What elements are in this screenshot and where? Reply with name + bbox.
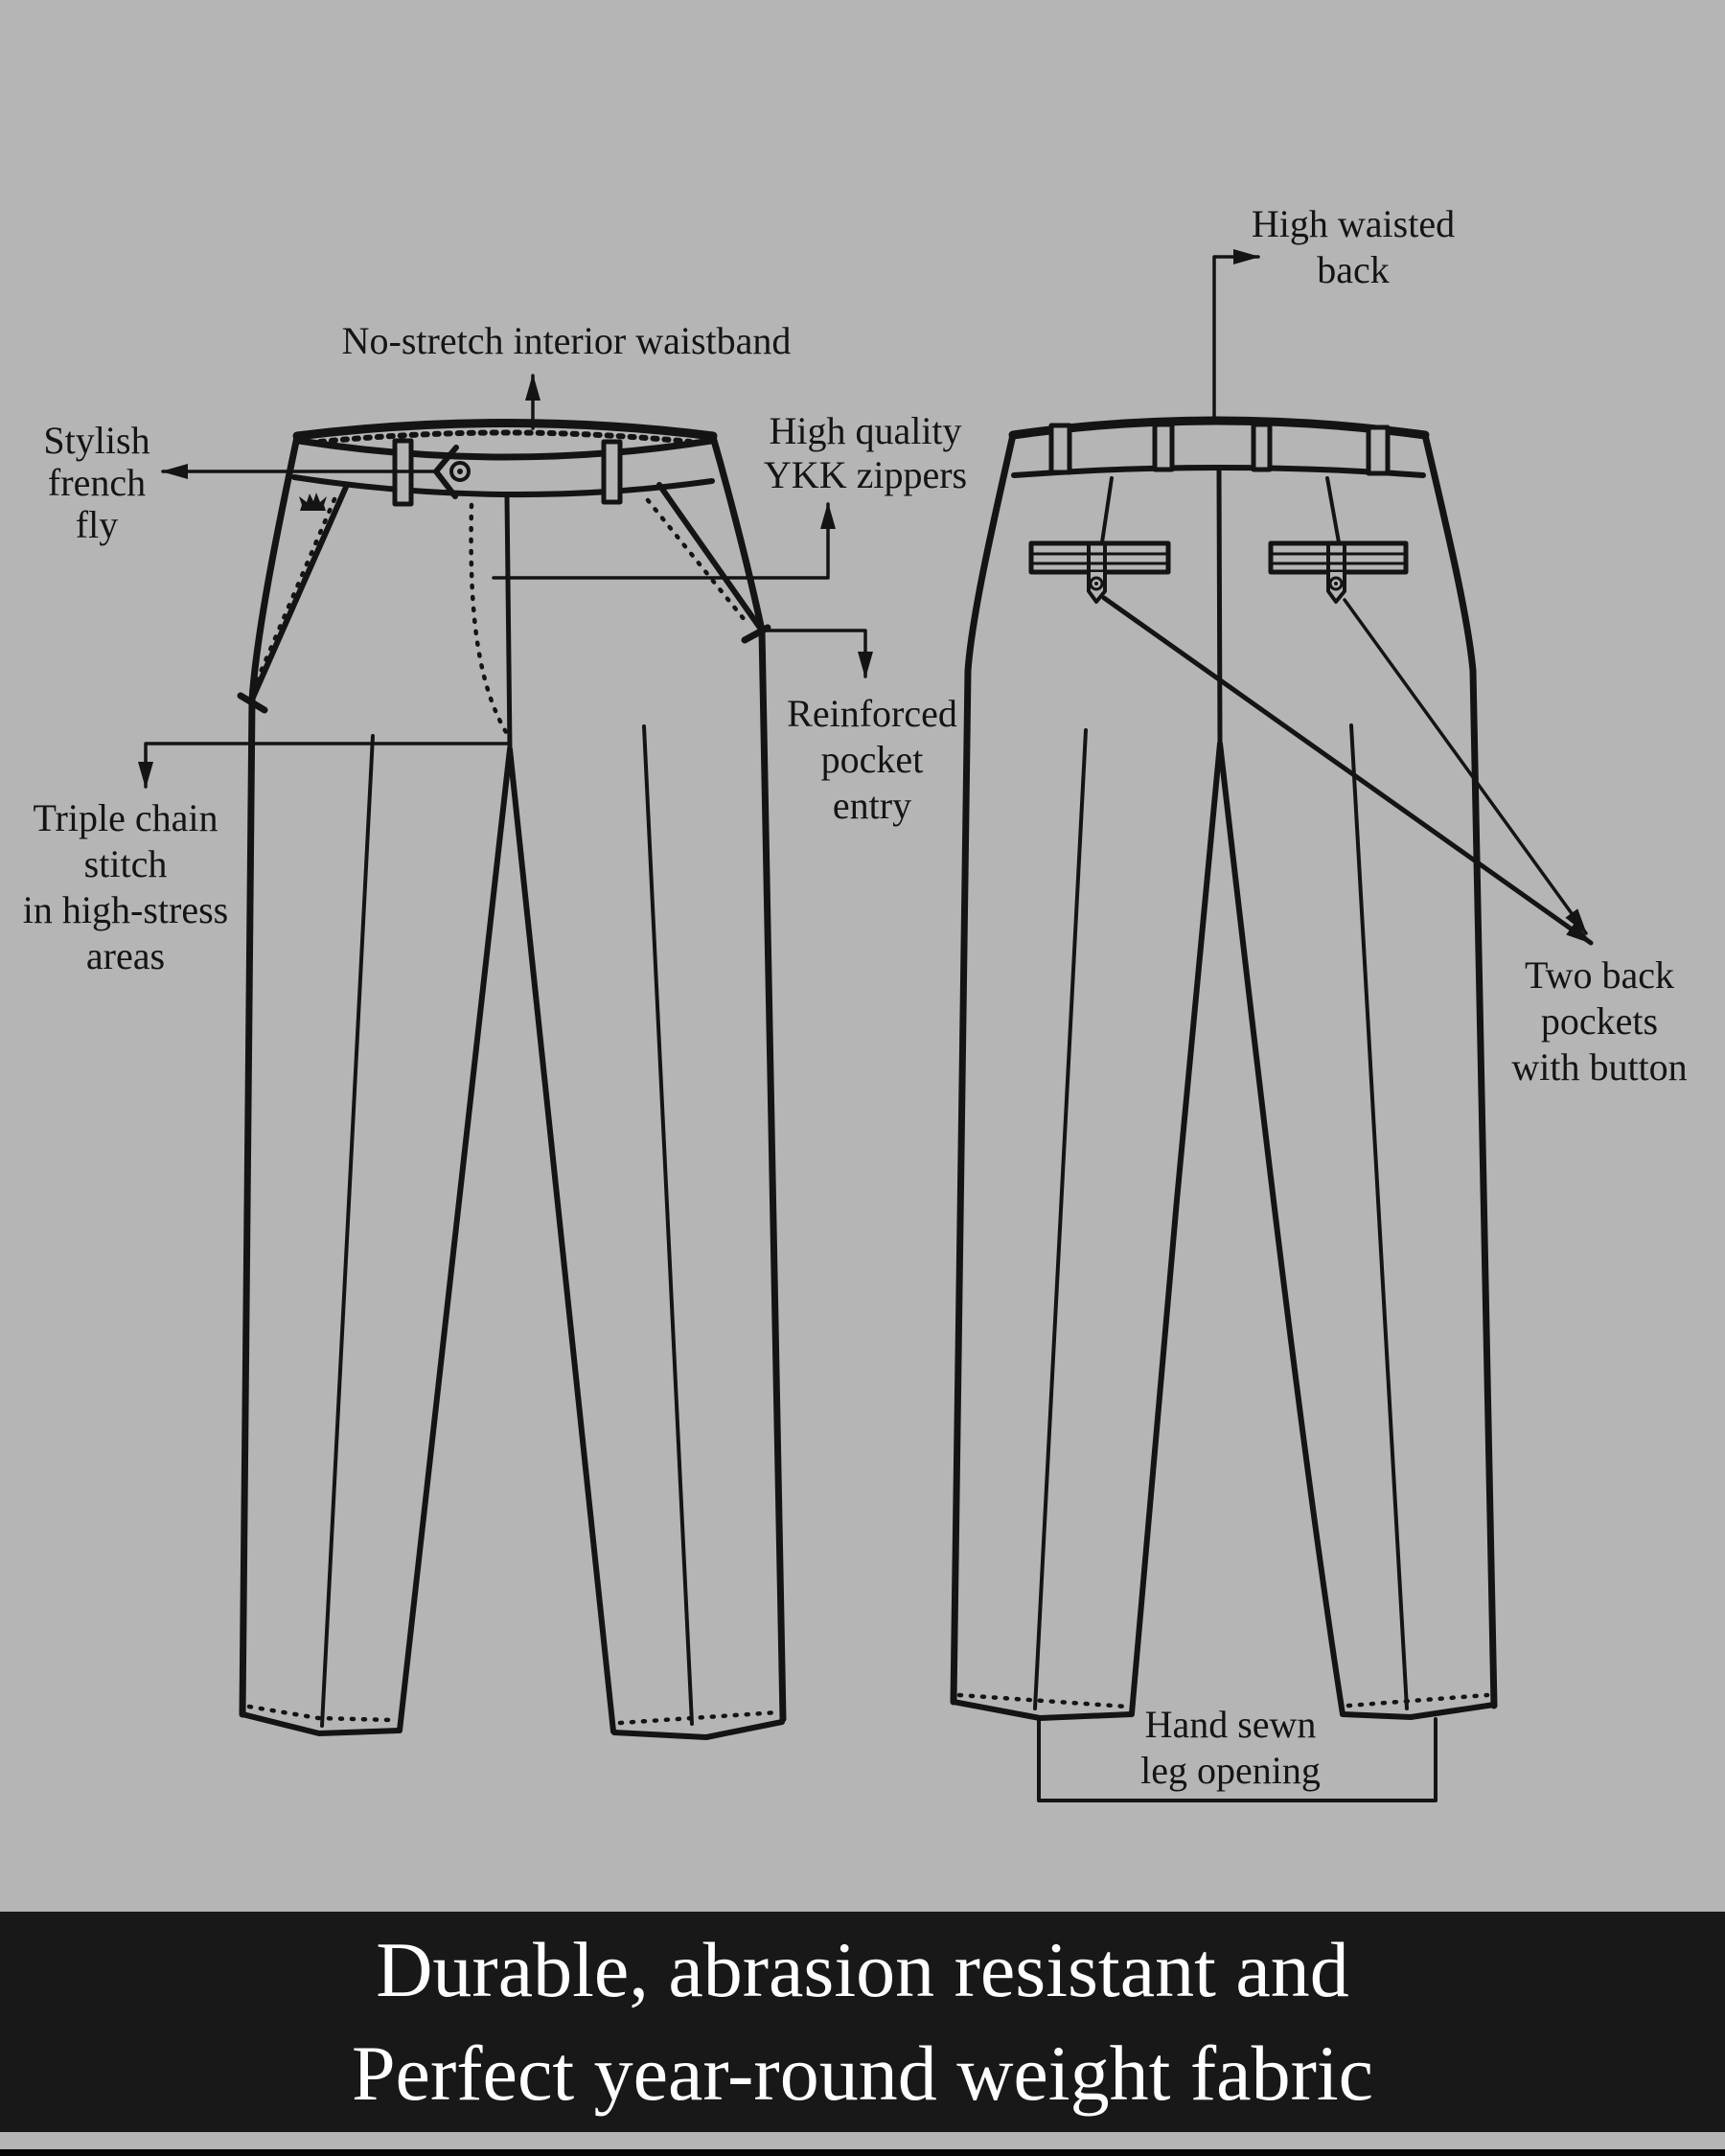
hem-stitch-back-right xyxy=(1348,1695,1487,1706)
label-line: Two back xyxy=(1524,953,1675,997)
arrow-ykk-zippers xyxy=(494,504,828,578)
fabric-tagline-banner xyxy=(0,1912,1725,2132)
label-hand-sewn-leg-opening xyxy=(1140,1702,1321,1794)
belt-loop xyxy=(1155,424,1172,470)
label-reinforced-pocket xyxy=(787,691,957,829)
label-ykk-zippers xyxy=(764,409,967,497)
label-no-stretch-waistband xyxy=(342,318,792,364)
label-line: pocket xyxy=(820,738,924,781)
label-line: areas xyxy=(85,934,166,977)
label-line: in high-stress xyxy=(22,888,229,931)
label-line: stitch xyxy=(83,842,168,885)
label-line: leg opening xyxy=(1140,1749,1321,1792)
crown-icon xyxy=(299,493,327,511)
front-pants-drawing xyxy=(241,424,783,1738)
label-line: french xyxy=(47,461,147,504)
belt-loop xyxy=(1254,424,1270,470)
label-line: Reinforced xyxy=(787,692,957,735)
arrow-back-pocket-right xyxy=(1345,600,1586,933)
label-triple-chain-stitch xyxy=(23,795,228,979)
arrow-triple-chain xyxy=(146,744,509,787)
belt-loop xyxy=(1368,427,1388,473)
label-line: Stylish xyxy=(43,419,150,462)
label-line: High waisted xyxy=(1251,202,1456,245)
label-french-fly xyxy=(43,420,150,546)
back-pocket-right xyxy=(1271,543,1406,602)
label-line: back xyxy=(1317,248,1390,291)
label-line: pockets xyxy=(1540,999,1659,1043)
back-pants-drawing xyxy=(954,421,1494,1718)
banner-line-1: Durable, abrasion resistant and xyxy=(376,1926,1349,2013)
belt-loop xyxy=(1051,425,1070,472)
label-line: Triple chain xyxy=(33,796,218,839)
hem-stitch-front-right xyxy=(620,1712,778,1723)
bottom-edge-strip xyxy=(0,2149,1725,2156)
label-line: fly xyxy=(75,503,119,546)
fly-j-stitch xyxy=(472,505,506,732)
waistband-zigzag-stitch xyxy=(320,433,690,443)
label-two-back-pockets xyxy=(1511,952,1687,1090)
label-line: High quality xyxy=(769,409,962,452)
label-line: YKK zippers xyxy=(763,453,968,496)
label-high-waisted-back xyxy=(1252,201,1455,293)
arrow-reinforced-pocket xyxy=(767,631,865,677)
banner-line-2: Perfect year-round weight fabric xyxy=(351,2030,1374,2117)
back-pocket-left xyxy=(1031,543,1168,602)
belt-loop xyxy=(604,442,620,502)
label-line: with button xyxy=(1511,1045,1688,1089)
label-line: Hand sewn xyxy=(1144,1703,1317,1746)
arrow-back-pocket-left xyxy=(1104,598,1591,943)
label-line: No-stretch interior waistband xyxy=(341,319,792,362)
label-line: entry xyxy=(832,784,912,827)
